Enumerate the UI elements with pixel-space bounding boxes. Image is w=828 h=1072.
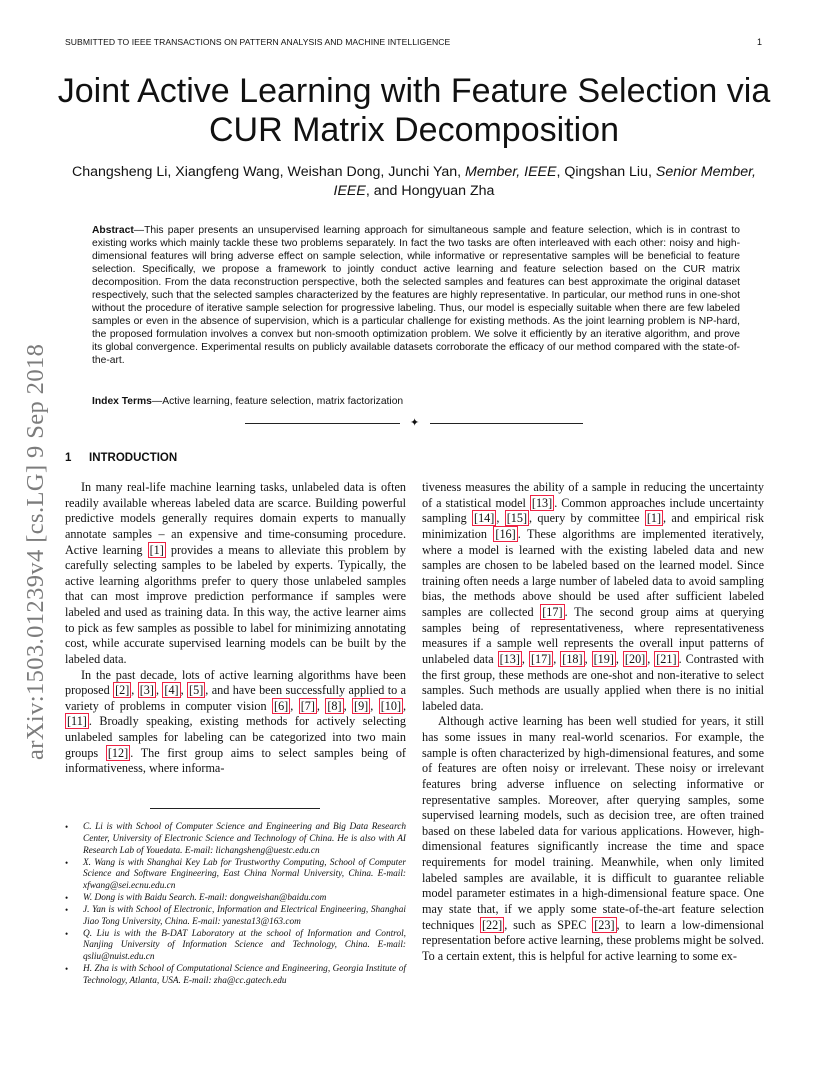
footnote-text: C. Li is with School of Computer Science and Engineering and Big Data Research Center, University of Electronic Science and Technology of China. He is also with AI Research Lab of Youedata. E-mail: lichangsheng@uestc.edu.cn [83, 822, 406, 856]
text-run: , [343, 698, 353, 713]
citation-link[interactable]: [14] [474, 511, 495, 526]
footnote-text: Q. Liu is with the B-DAT Laboratory at the school of Information and Control, Nanjing University of Information Science and Technology, China. E-mail: qsliu@nuist.edu.cn [83, 928, 406, 963]
paragraph [65, 668, 406, 777]
text-run: , to learn a low-dimensional representation before active learning, these problems might be solved. To a certain extent, this is helpful for active learning to some ex- [422, 917, 764, 963]
paragraph [422, 714, 764, 964]
footnote-text: H. Zha is with School of Computational Science and Engineering, Georgia Institute of Technology, Atlanta, USA. E-mail: zha@cc.gatech.edu [83, 964, 406, 986]
authors-part-2: , Qingshan Liu, [556, 164, 656, 180]
footnote-item [65, 858, 406, 894]
text-run: , such as SPEC [504, 917, 593, 932]
text-run: . Broadly speaking, existing methods for actively selecting unlabeled samples for labeling can be categorized into two main groups [65, 714, 406, 760]
arxiv-identifier: arXiv:1503.01239v4 [cs.LG] 9 Sep 2018 [22, 343, 49, 760]
text-run: , [316, 698, 326, 713]
title-line-1: Joint Active Learning with Feature Selection via [57, 72, 771, 110]
running-header: SUBMITTED TO IEEE TRANSACTIONS ON PATTERN ANALYSIS AND MACHINE INTELLIGENCE [65, 37, 451, 47]
separator-rule-right [430, 423, 583, 424]
page-number: 1 [757, 37, 763, 47]
footnote-text: J. Yan is with School of Electronic, Information and Electrical Engineering, Shanghai Jiao Tong University, China. E-mail: yanesta13@163.com [83, 904, 406, 927]
citation-link[interactable]: [4] [164, 683, 179, 698]
citation-link[interactable]: [1] [149, 542, 164, 557]
abstract [92, 224, 740, 368]
citation-link[interactable]: [1] [646, 511, 662, 526]
citation-link[interactable]: [10] [380, 698, 402, 713]
citation-link[interactable]: [8] [327, 698, 342, 713]
text-run: , [521, 651, 529, 666]
bullet-icon: • [65, 928, 69, 939]
text-run: , [180, 683, 188, 698]
citation-link[interactable]: [21] [656, 651, 677, 666]
text-run: , [155, 683, 163, 698]
citation-link[interactable]: [15] [506, 511, 528, 526]
footnote-item [65, 964, 406, 988]
citation-link[interactable]: [20] [624, 651, 646, 666]
text-run: , [370, 698, 379, 713]
abstract-label: Abstract [92, 225, 134, 236]
text-run: In the past decade, lots of active learning algorithms have been proposed [65, 667, 406, 698]
authors-part-1: Changsheng Li, Xiangfeng Wang, Weishan Dong, Junchi Yan, [71, 164, 466, 180]
citation-link[interactable]: [13] [499, 651, 520, 666]
text-run: In many real-life machine learning tasks, unlabeled data is often readily available whereas labeled data are scarce. Building powerful predictive models generally requires domain experts to manually annotate samples – an expensive and time-consuming procedure. Active learning [65, 480, 406, 557]
text-run: , [496, 511, 505, 526]
separator-diamond-icon: ✦ [410, 417, 420, 429]
bullet-icon: • [65, 822, 69, 832]
text-run: , query by committee [529, 511, 645, 526]
citation-link[interactable]: [23] [594, 917, 615, 932]
text-run: , [403, 698, 407, 713]
text-run: . These algorithms are implemented iteratively, where a model is learned with the existing labeled data and new samples are chosen to be labeled based on the learned model. Since training often needs a large number of labeled data to avoid sampling bias, the methods above should be used after sufficient labeled samples are collected [422, 526, 764, 619]
authors-membership-2: Senior Member, IEEE [333, 164, 757, 199]
index-terms-label: Index Terms [92, 396, 152, 407]
section-title-rest: NTRODUCTION [92, 452, 178, 464]
bullet-icon: • [65, 964, 69, 975]
paragraph [422, 480, 764, 714]
abstract-text: —This paper presents an unsupervised learning approach for simultaneous sample and feature selection, which is in contrast to existing works which mainly tackle these two problems separately. In fact the two tasks are often interleaved with each other: noisy and high-dimensional features will bring adverse effect on sample selection, while informative or representative samples will be beneficial to feature selection. Specifically, we propose a framework to jointly conduct active learning and feature selection based on the CUR matrix decomposition. From the data reconstruction perspective, both the selected samples and features can best approximate the original dataset respectively, such that the selected samples characterized by the features are highly representative. In particular, our method runs in one-shot without the procedure of iterative sample selection for progressive labeling. Thus, our model is especially suitable when there are few labeled samples or even in the absence of supervision, which is a particular challenge for existing methods. As the joint learning problem is NP-hard, the proposed formulation involves a convex but non-smooth optimization problem. We solve it efficiently by an iterative algorithm, and prove its global convergence. Experimental results on publicly available datasets corroborate the efficacy of our method compared with the state-of-the-art. [92, 225, 740, 367]
text-run: , [647, 651, 655, 666]
paragraph [65, 480, 406, 668]
footnote-item [65, 905, 406, 929]
citation-link[interactable]: [6] [274, 698, 289, 713]
bullet-icon: • [65, 904, 69, 915]
citation-link[interactable]: [16] [495, 526, 516, 541]
text-run: provides a means to alleviate this problem by carefully selecting samples to be labeled by experts. Typically, the active learning algorithms prefer to query those unlabeled samples that can most improve prediction performance if samples were labeled and used as training data. In this way, the active learner aims to pick as few samples as possible to label for minimizing annotating cost, while accurate supervised learning models can be built by the labeled data. [65, 542, 407, 666]
author-list [60, 163, 768, 201]
text-run: , [584, 651, 592, 666]
text-run: . Common approaches include uncertainty sampling [422, 495, 764, 526]
authors-membership-1: Member, IEEE [465, 164, 557, 180]
text-run: , [290, 698, 299, 713]
section-title-initial: I [89, 452, 93, 464]
footnote-item [65, 893, 406, 905]
citation-link[interactable]: [2] [115, 683, 130, 698]
text-run: , [131, 683, 138, 698]
paper-title [40, 72, 788, 150]
citation-link[interactable]: [17] [542, 605, 563, 619]
citation-link[interactable]: [3] [139, 683, 154, 698]
text-run: , and have been successfully applied to a variety of problems in computer vision [65, 683, 406, 713]
citation-link[interactable]: [12] [107, 745, 129, 760]
citation-link[interactable]: [17] [530, 651, 552, 666]
affiliation-footnotes [65, 822, 406, 988]
title-line-2: CUR Matrix Decomposition [209, 111, 619, 149]
citation-link[interactable]: [7] [300, 698, 315, 713]
footnote-text: W. Dong is with Baidu Search. E-mail: dongweishan@baidu.com [83, 893, 327, 904]
citation-link[interactable]: [13] [531, 495, 553, 510]
index-terms [92, 395, 740, 408]
citation-link[interactable]: [11] [67, 714, 87, 729]
text-run: , and empirical risk minimization [422, 511, 765, 541]
right-column [422, 480, 764, 964]
text-run: . Contrasted with the first group, these methods are one-shot and non-iterative to select samples. Such methods are usually applied when there is no initial labeled data. [422, 651, 765, 713]
citation-link[interactable]: [5] [189, 683, 204, 698]
citation-link[interactable]: [18] [562, 651, 583, 666]
index-terms-text: —Active learning, feature selection, matrix factorization [151, 396, 404, 407]
authors-part-3: , and Hongyuan Zha [365, 183, 495, 199]
text-run: . The second group aims at querying samples being of representativeness, where representativeness measures if a sample well represents the overall input patterns of unlabeled data [422, 605, 764, 666]
footnote-item [65, 929, 406, 965]
text-run: , [553, 651, 561, 666]
section-heading [65, 452, 177, 464]
text-run: tiveness measures the ability of a sample in reducing the uncertainty of a statistical model [422, 480, 764, 510]
left-column [65, 480, 406, 777]
citation-link[interactable]: [19] [593, 651, 614, 666]
section-number: 1 [65, 452, 72, 464]
footnote-item [65, 822, 406, 858]
footnote-text: X. Wang is with Shanghai Key Lab for Trustworthy Computing, School of Computer Science and Software Engineering, East China Normal University, China. E-mail: xfwang@sei.ecnu.edu.cn [83, 857, 406, 892]
text-run: , [615, 651, 623, 666]
citation-link[interactable]: [22] [481, 917, 503, 932]
bullet-icon: • [65, 893, 69, 904]
citation-link[interactable]: [9] [354, 698, 369, 713]
bullet-icon: • [65, 857, 69, 868]
text-run: . The first group aims to select samples being of informativeness, where informa- [65, 745, 406, 776]
text-run: Although active learning has been well studied for years, it still has some issues in many real-world scenarios. For example, the sample is often characterized by high-dimensional features, and some of features are often noisy or irrelevant. These noisy or irrelevant features bring adverse influence on selecting informative or representative samples. Moreover, after querying samples, some supervised learning models, such as decision tree, are often trained based on these labeled data for various applications. However, high-dimensional features significantly increase the time and space requirements for model training. Meanwhile, when only limited labeled samples are available, it is difficult to guarantee reliable model parameter estimates in a high-dimensional feature space. One may state that, if we apply some state-of-the-art feature selection techniques [422, 714, 764, 932]
separator-rule-left [245, 423, 400, 424]
footnote-rule [150, 808, 320, 809]
